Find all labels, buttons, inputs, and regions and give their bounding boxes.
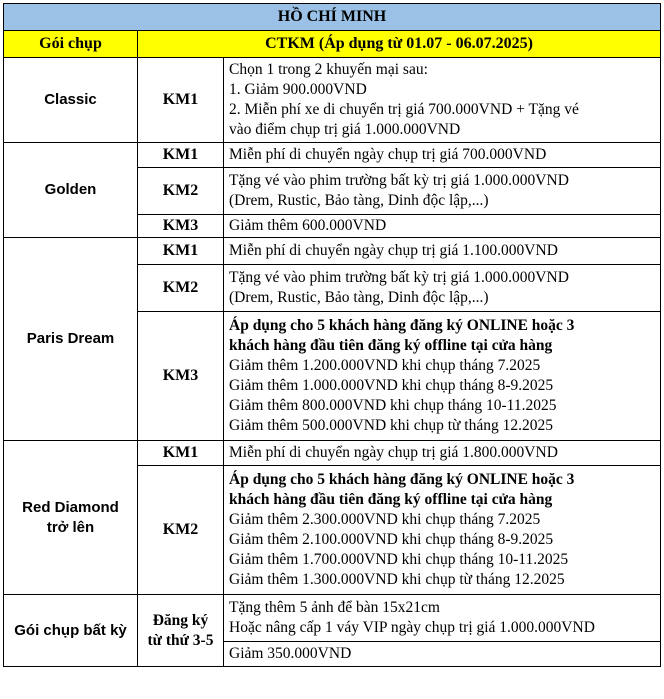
promo-line: vào điểm chụp trị giá 1.000.000VND [229,121,461,138]
red-diamond-km1-row [4,441,661,466]
promo-description [224,143,661,168]
package-red-diamond [4,441,138,595]
promo-condition-line: Áp dụng cho 5 khách hàng đăng ký ONLINE hoặc 3 [229,471,575,488]
title-row [4,4,661,31]
header-row [4,31,661,58]
promo-line: Giảm thêm 1.700.000VND khi chụp tháng 10-11.2025 [229,551,569,568]
promo-line: Miễn phí di chuyển ngày chụp trị giá 700.000VND [229,146,547,163]
promo-line: 1. Giảm 900.000VND [229,81,367,98]
promo-description [224,58,661,143]
condition-line: Đăng ký [152,611,209,629]
promo-line: Giảm thêm 2.300.000VND khi chụp tháng 7.2025 [229,511,541,528]
promo-label: KM1 [138,58,224,143]
promo-description [224,312,661,441]
promo-condition-line: khách hàng đầu tiên đăng ký offline tại cửa hàng [229,491,553,508]
package-name-line: trở lên [46,518,95,536]
package-column-header: Gói chụp [4,31,138,58]
promo-line: Giảm thêm 1.000.000VND khi chụp tháng 8-9.2025 [229,377,554,394]
promo-line: Giảm thêm 2.100.000VND khi chụp tháng 8-9.2025 [229,531,554,548]
city-title: HỒ CHÍ MINH [4,4,661,31]
promo-line: Giảm thêm 800.000VND khi chụp tháng 10-11.2025 [229,397,557,414]
package-classic: Classic [4,58,138,143]
golden-km1-row [4,143,661,168]
promotion-table [3,3,661,667]
promo-description [224,441,661,466]
paris-km1-row [4,238,661,265]
classic-km1-row [4,58,661,143]
package-any: Gói chụp bất kỳ [4,595,138,667]
package-paris-dream: Paris Dream [4,238,138,441]
promo-line: Giảm thêm 1.300.000VND khi chụp từ tháng 12.2025 [229,571,565,588]
promo-line: Tặng thêm 5 ảnh để bàn 15x21cm [229,599,440,616]
promo-label: KM3 [138,312,224,441]
promo-line: Hoặc nâng cấp 1 váy VIP ngày chụp trị giá 1.000.000VND [229,619,595,636]
promo-line: Giảm thêm 500.000VND khi chụp từ tháng 12.2025 [229,417,553,434]
promo-line: Giảm thêm 600.000VND [229,217,387,234]
promo-line: Tặng vé vào phim trường bất kỳ trị giá 1.000.000VND [229,172,569,189]
promo-condition [138,595,224,667]
promo-column-header: CTKM (Áp dụng từ 01.07 - 06.07.2025) [138,31,661,58]
promo-description [224,168,661,215]
promo-condition-line: khách hàng đầu tiên đăng ký offline tại cửa hàng [229,337,553,354]
promo-description [224,642,661,667]
promo-description [224,238,661,265]
promo-line: 2. Miễn phí xe di chuyển trị giá 700.000VND + Tặng vé [229,101,579,118]
promo-line: Tặng vé vào phim trường bất kỳ trị giá 1.000.000VND [229,269,569,286]
any-package-row-a [4,595,661,642]
promo-line: Giảm thêm 1.200.000VND khi chụp tháng 7.2025 [229,357,541,374]
promo-label: KM2 [138,168,224,215]
package-name-line: Red Diamond [22,498,119,516]
promo-label: KM1 [138,238,224,265]
promo-line: Miễn phí di chuyển ngày chụp trị giá 1.100.000VND [229,242,558,259]
promo-description [224,466,661,595]
promo-label: KM1 [138,441,224,466]
promo-condition-line: Áp dụng cho 5 khách hàng đăng ký ONLINE hoặc 3 [229,317,575,334]
promo-label: KM2 [138,466,224,595]
promo-line: (Drem, Rustic, Bảo tàng, Dinh độc lập,...) [229,289,489,306]
promo-line: Giảm 350.000VND [229,645,352,662]
promo-description [224,215,661,238]
promo-line: Chọn 1 trong 2 khuyến mại sau: [229,61,428,78]
promo-line: (Drem, Rustic, Bảo tàng, Dinh độc lập,...) [229,192,489,209]
promo-description [224,265,661,312]
promo-line: Miễn phí di chuyển ngày chụp trị giá 1.800.000VND [229,444,558,461]
promo-description [224,595,661,642]
promo-label: KM1 [138,143,224,168]
promo-label: KM3 [138,215,224,238]
package-golden: Golden [4,143,138,238]
condition-line: từ thứ 3-5 [147,631,214,649]
promo-label: KM2 [138,265,224,312]
